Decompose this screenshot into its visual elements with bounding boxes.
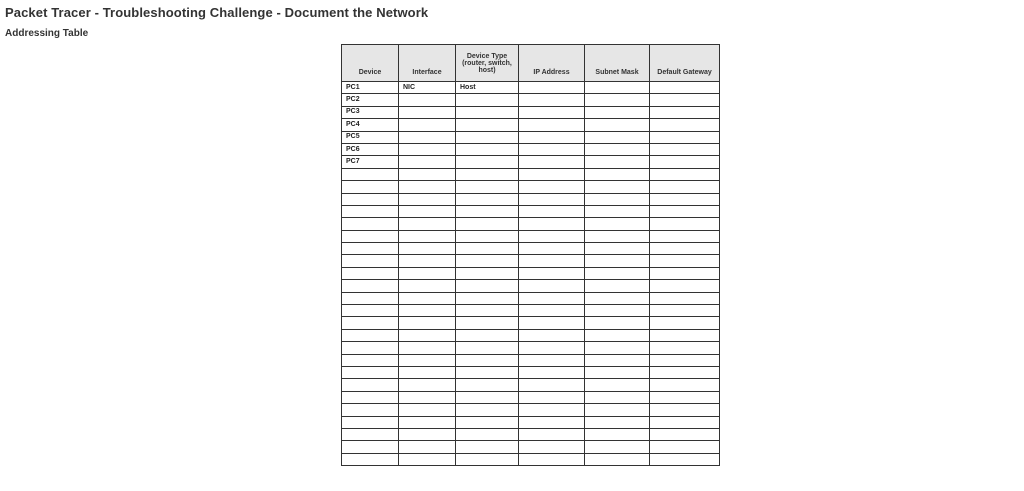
cell-ip-address[interactable] xyxy=(519,280,585,292)
cell-default-gateway[interactable] xyxy=(650,342,720,354)
cell-interface[interactable] xyxy=(399,317,456,329)
cell-device-type[interactable] xyxy=(456,255,519,267)
table-row xyxy=(342,131,720,143)
table-row xyxy=(342,379,720,391)
cell-device[interactable] xyxy=(342,441,399,453)
cell-device[interactable] xyxy=(342,280,399,292)
cell-ip-address[interactable] xyxy=(519,193,585,205)
cell-subnet-mask[interactable] xyxy=(585,230,650,242)
cell-ip-address[interactable] xyxy=(519,230,585,242)
cell-device-type[interactable] xyxy=(456,168,519,180)
cell-ip-address[interactable] xyxy=(519,205,585,217)
table-row xyxy=(342,243,720,255)
cell-device[interactable]: PC5 xyxy=(342,131,399,143)
cell-interface[interactable] xyxy=(399,143,456,155)
cell-subnet-mask[interactable] xyxy=(585,317,650,329)
table-row xyxy=(342,292,720,304)
cell-device-type[interactable] xyxy=(456,329,519,341)
cell-interface[interactable] xyxy=(399,379,456,391)
cell-device-type[interactable] xyxy=(456,354,519,366)
cell-interface[interactable] xyxy=(399,354,456,366)
cell-default-gateway[interactable] xyxy=(650,82,720,94)
table-row xyxy=(342,404,720,416)
cell-ip-address[interactable] xyxy=(519,131,585,143)
cell-device[interactable] xyxy=(342,379,399,391)
table-row xyxy=(342,255,720,267)
cell-interface[interactable] xyxy=(399,181,456,193)
header-device-type: Device Type (router, switch, host) xyxy=(456,45,519,82)
cell-device-type[interactable] xyxy=(456,379,519,391)
cell-device[interactable] xyxy=(342,243,399,255)
addressing-table-body xyxy=(342,82,720,466)
cell-device-type[interactable] xyxy=(456,243,519,255)
cell-ip-address[interactable] xyxy=(519,94,585,106)
table-row xyxy=(342,317,720,329)
cell-device-type[interactable] xyxy=(456,453,519,465)
cell-interface[interactable] xyxy=(399,131,456,143)
table-row xyxy=(342,305,720,317)
cell-device-type[interactable] xyxy=(456,416,519,428)
header-row xyxy=(342,45,720,82)
cell-device-type[interactable] xyxy=(456,131,519,143)
table-row xyxy=(342,82,720,94)
cell-device-type[interactable] xyxy=(456,218,519,230)
table-row xyxy=(342,205,720,217)
cell-device[interactable] xyxy=(342,181,399,193)
table-row xyxy=(342,94,720,106)
cell-default-gateway[interactable] xyxy=(650,205,720,217)
cell-device[interactable] xyxy=(342,193,399,205)
cell-ip-address[interactable] xyxy=(519,267,585,279)
cell-ip-address[interactable] xyxy=(519,453,585,465)
table-row xyxy=(342,143,720,155)
cell-default-gateway[interactable] xyxy=(650,441,720,453)
cell-ip-address[interactable] xyxy=(519,143,585,155)
cell-device[interactable] xyxy=(342,404,399,416)
cell-device-type[interactable] xyxy=(456,428,519,440)
section-title: Addressing Table xyxy=(5,28,89,39)
cell-interface[interactable] xyxy=(399,205,456,217)
cell-device[interactable] xyxy=(342,453,399,465)
table-row xyxy=(342,168,720,180)
cell-interface[interactable] xyxy=(399,404,456,416)
cell-subnet-mask[interactable] xyxy=(585,82,650,94)
cell-subnet-mask[interactable] xyxy=(585,267,650,279)
cell-device[interactable]: PC7 xyxy=(342,156,399,168)
cell-interface[interactable] xyxy=(399,366,456,378)
cell-device[interactable] xyxy=(342,354,399,366)
cell-subnet-mask[interactable] xyxy=(585,441,650,453)
cell-device-type[interactable] xyxy=(456,267,519,279)
cell-ip-address[interactable] xyxy=(519,428,585,440)
table-row xyxy=(342,354,720,366)
cell-device-type[interactable] xyxy=(456,156,519,168)
cell-ip-address[interactable] xyxy=(519,354,585,366)
cell-device[interactable] xyxy=(342,317,399,329)
cell-subnet-mask[interactable] xyxy=(585,379,650,391)
cell-device-type[interactable] xyxy=(456,280,519,292)
cell-interface[interactable] xyxy=(399,305,456,317)
cell-subnet-mask[interactable] xyxy=(585,453,650,465)
cell-subnet-mask[interactable] xyxy=(585,305,650,317)
cell-default-gateway[interactable] xyxy=(650,230,720,242)
cell-default-gateway[interactable] xyxy=(650,453,720,465)
cell-interface[interactable] xyxy=(399,94,456,106)
cell-default-gateway[interactable] xyxy=(650,143,720,155)
table-row xyxy=(342,342,720,354)
cell-subnet-mask[interactable] xyxy=(585,255,650,267)
cell-device[interactable] xyxy=(342,329,399,341)
table-row xyxy=(342,366,720,378)
table-row xyxy=(342,106,720,118)
cell-device-type[interactable] xyxy=(456,193,519,205)
cell-device-type[interactable] xyxy=(456,317,519,329)
cell-default-gateway[interactable] xyxy=(650,168,720,180)
cell-ip-address[interactable] xyxy=(519,366,585,378)
table-row xyxy=(342,416,720,428)
cell-subnet-mask[interactable] xyxy=(585,280,650,292)
cell-default-gateway[interactable] xyxy=(650,280,720,292)
cell-device-type[interactable] xyxy=(456,181,519,193)
cell-device[interactable] xyxy=(342,267,399,279)
header-device: Device xyxy=(342,45,399,82)
cell-default-gateway[interactable] xyxy=(650,156,720,168)
table-row xyxy=(342,453,720,465)
cell-default-gateway[interactable] xyxy=(650,416,720,428)
cell-device-type[interactable] xyxy=(456,230,519,242)
table-row xyxy=(342,391,720,403)
cell-ip-address[interactable] xyxy=(519,181,585,193)
cell-ip-address[interactable] xyxy=(519,82,585,94)
cell-ip-address[interactable] xyxy=(519,379,585,391)
cell-ip-address[interactable] xyxy=(519,106,585,118)
cell-interface[interactable] xyxy=(399,280,456,292)
cell-device[interactable] xyxy=(342,205,399,217)
cell-default-gateway[interactable] xyxy=(650,329,720,341)
cell-device[interactable] xyxy=(342,230,399,242)
cell-device[interactable] xyxy=(342,168,399,180)
cell-device[interactable]: PC3 xyxy=(342,106,399,118)
cell-interface[interactable] xyxy=(399,329,456,341)
cell-ip-address[interactable] xyxy=(519,329,585,341)
header-subnet-mask: Subnet Mask xyxy=(585,45,650,82)
cell-default-gateway[interactable] xyxy=(650,292,720,304)
cell-device-type[interactable] xyxy=(456,205,519,217)
cell-default-gateway[interactable] xyxy=(650,106,720,118)
header-ip-address: IP Address xyxy=(519,45,585,82)
cell-ip-address[interactable] xyxy=(519,243,585,255)
cell-ip-address[interactable] xyxy=(519,156,585,168)
cell-interface[interactable] xyxy=(399,267,456,279)
cell-device[interactable] xyxy=(342,292,399,304)
table-row xyxy=(342,441,720,453)
cell-device-type[interactable] xyxy=(456,404,519,416)
cell-device[interactable]: PC2 xyxy=(342,94,399,106)
cell-default-gateway[interactable] xyxy=(650,404,720,416)
table-row xyxy=(342,119,720,131)
cell-device[interactable]: PC4 xyxy=(342,119,399,131)
cell-device-type[interactable] xyxy=(456,143,519,155)
cell-interface[interactable] xyxy=(399,243,456,255)
cell-subnet-mask[interactable] xyxy=(585,292,650,304)
cell-default-gateway[interactable] xyxy=(650,243,720,255)
table-row xyxy=(342,193,720,205)
cell-default-gateway[interactable] xyxy=(650,428,720,440)
table-row xyxy=(342,267,720,279)
cell-subnet-mask[interactable] xyxy=(585,156,650,168)
cell-device[interactable] xyxy=(342,428,399,440)
cell-ip-address[interactable] xyxy=(519,342,585,354)
cell-device-type[interactable] xyxy=(456,342,519,354)
cell-interface[interactable] xyxy=(399,193,456,205)
table-row xyxy=(342,230,720,242)
cell-default-gateway[interactable] xyxy=(650,354,720,366)
cell-interface[interactable] xyxy=(399,428,456,440)
cell-device[interactable]: PC1 xyxy=(342,82,399,94)
table-row xyxy=(342,156,720,168)
cell-subnet-mask[interactable] xyxy=(585,143,650,155)
cell-interface[interactable] xyxy=(399,391,456,403)
cell-interface[interactable] xyxy=(399,119,456,131)
cell-ip-address[interactable] xyxy=(519,416,585,428)
cell-interface[interactable] xyxy=(399,156,456,168)
header-interface: Interface xyxy=(399,45,456,82)
cell-interface[interactable]: NIC xyxy=(399,82,456,94)
cell-default-gateway[interactable] xyxy=(650,255,720,267)
cell-ip-address[interactable] xyxy=(519,218,585,230)
cell-default-gateway[interactable] xyxy=(650,94,720,106)
cell-device[interactable] xyxy=(342,391,399,403)
table-row xyxy=(342,329,720,341)
cell-subnet-mask[interactable] xyxy=(585,205,650,217)
cell-subnet-mask[interactable] xyxy=(585,354,650,366)
cell-device-type[interactable] xyxy=(456,305,519,317)
cell-ip-address[interactable] xyxy=(519,391,585,403)
cell-subnet-mask[interactable] xyxy=(585,106,650,118)
cell-interface[interactable] xyxy=(399,441,456,453)
cell-default-gateway[interactable] xyxy=(650,305,720,317)
cell-device-type[interactable] xyxy=(456,119,519,131)
cell-interface[interactable] xyxy=(399,230,456,242)
cell-ip-address[interactable] xyxy=(519,317,585,329)
cell-default-gateway[interactable] xyxy=(650,391,720,403)
cell-default-gateway[interactable] xyxy=(650,131,720,143)
cell-subnet-mask[interactable] xyxy=(585,168,650,180)
cell-default-gateway[interactable] xyxy=(650,119,720,131)
cell-device-type[interactable] xyxy=(456,106,519,118)
cell-ip-address[interactable] xyxy=(519,292,585,304)
cell-device[interactable] xyxy=(342,255,399,267)
cell-device[interactable] xyxy=(342,416,399,428)
cell-interface[interactable] xyxy=(399,416,456,428)
cell-device-type[interactable]: Host xyxy=(456,82,519,94)
cell-device[interactable] xyxy=(342,366,399,378)
cell-ip-address[interactable] xyxy=(519,168,585,180)
cell-interface[interactable] xyxy=(399,106,456,118)
table-row xyxy=(342,218,720,230)
cell-ip-address[interactable] xyxy=(519,255,585,267)
cell-default-gateway[interactable] xyxy=(650,193,720,205)
cell-subnet-mask[interactable] xyxy=(585,243,650,255)
cell-ip-address[interactable] xyxy=(519,404,585,416)
cell-device-type[interactable] xyxy=(456,292,519,304)
cell-default-gateway[interactable] xyxy=(650,379,720,391)
cell-device-type[interactable] xyxy=(456,366,519,378)
cell-subnet-mask[interactable] xyxy=(585,94,650,106)
cell-interface[interactable] xyxy=(399,292,456,304)
cell-subnet-mask[interactable] xyxy=(585,416,650,428)
document-title: Packet Tracer - Troubleshooting Challenge - Document the Network xyxy=(5,5,429,20)
cell-interface[interactable] xyxy=(399,453,456,465)
cell-default-gateway[interactable] xyxy=(650,317,720,329)
cell-interface[interactable] xyxy=(399,255,456,267)
table-row xyxy=(342,428,720,440)
cell-ip-address[interactable] xyxy=(519,119,585,131)
addressing-table-header xyxy=(342,45,720,82)
cell-subnet-mask[interactable] xyxy=(585,391,650,403)
table-row xyxy=(342,280,720,292)
cell-subnet-mask[interactable] xyxy=(585,119,650,131)
table-row xyxy=(342,181,720,193)
cell-subnet-mask[interactable] xyxy=(585,428,650,440)
cell-interface[interactable] xyxy=(399,168,456,180)
cell-default-gateway[interactable] xyxy=(650,218,720,230)
cell-device[interactable] xyxy=(342,305,399,317)
cell-device-type[interactable] xyxy=(456,94,519,106)
cell-subnet-mask[interactable] xyxy=(585,181,650,193)
cell-subnet-mask[interactable] xyxy=(585,193,650,205)
cell-device[interactable] xyxy=(342,342,399,354)
cell-device[interactable]: PC6 xyxy=(342,143,399,155)
cell-subnet-mask[interactable] xyxy=(585,404,650,416)
cell-subnet-mask[interactable] xyxy=(585,218,650,230)
cell-default-gateway[interactable] xyxy=(650,267,720,279)
cell-default-gateway[interactable] xyxy=(650,366,720,378)
cell-subnet-mask[interactable] xyxy=(585,329,650,341)
cell-ip-address[interactable] xyxy=(519,441,585,453)
cell-interface[interactable] xyxy=(399,342,456,354)
cell-default-gateway[interactable] xyxy=(650,181,720,193)
cell-device-type[interactable] xyxy=(456,441,519,453)
cell-subnet-mask[interactable] xyxy=(585,131,650,143)
addressing-table xyxy=(341,44,720,466)
cell-subnet-mask[interactable] xyxy=(585,366,650,378)
cell-ip-address[interactable] xyxy=(519,305,585,317)
cell-device[interactable] xyxy=(342,218,399,230)
header-default-gateway: Default Gateway xyxy=(650,45,720,82)
cell-interface[interactable] xyxy=(399,218,456,230)
cell-subnet-mask[interactable] xyxy=(585,342,650,354)
cell-device-type[interactable] xyxy=(456,391,519,403)
